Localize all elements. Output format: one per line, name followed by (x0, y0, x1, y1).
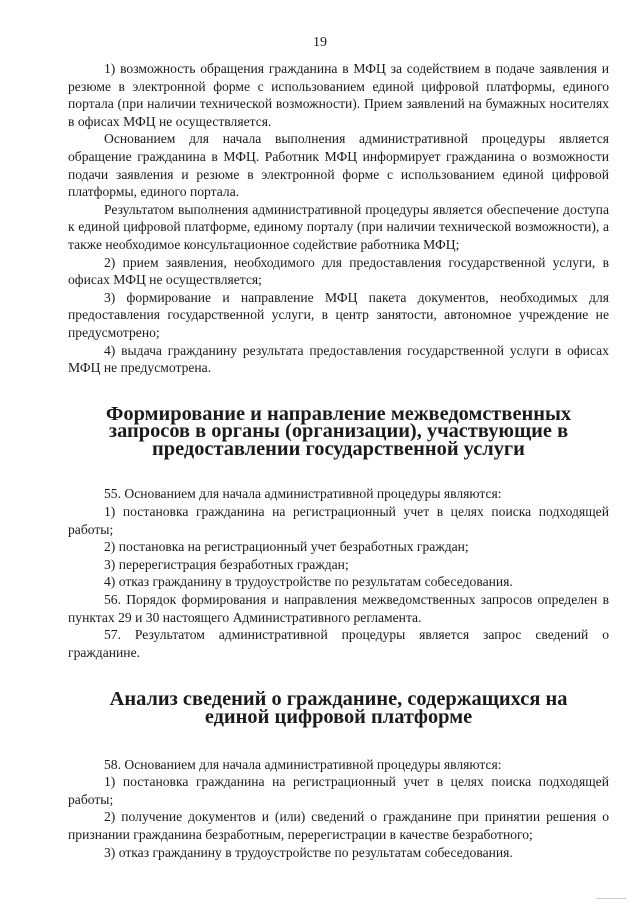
paragraph: 56. Порядок формирования и направления межведомственных запросов определен в пунктах 29 и 30 настоящего Административного регламента. (68, 592, 609, 625)
mfc-section (68, 60, 609, 377)
paragraph: 1) возможность обращения гражданина в МФЦ за содействием в подаче заявления и резюме в электронной форме с использованием единой цифровой платформы, единого портала (при наличии технической возможности). Прием заявлений на бумажных носителях в офисах МФЦ не осуществляется. (68, 61, 609, 129)
paragraph: 2) получение документов и (или) сведений о гражданине при принятии решения о признании гражданина безработным, перерегистрации в качестве безработного; (68, 809, 609, 842)
paragraph: 2) постановка на регистрационный учет безработных граждан; (104, 539, 469, 555)
paragraph: 3) отказ гражданину в трудоустройстве по результатам собеседования. (104, 844, 513, 860)
paragraph: 57. Результатом административной процедуры является запрос сведений о гражданине. (68, 627, 609, 660)
data-analysis-section (68, 756, 609, 862)
paragraph: 55. Основанием для начала административной процедуры являются: (104, 486, 502, 502)
paragraph: 3) перерегистрация безработных граждан; (104, 556, 349, 572)
paragraph: 1) постановка гражданина на регистрационный учет в целях поиска подходящей работы; (68, 504, 609, 537)
paragraph: 4) отказ гражданину в трудоустройстве по результатам собеседования. (104, 574, 513, 590)
section-heading-data-analysis: Анализ сведений о гражданине, содержащихся на единой цифровой платформе (109, 688, 568, 728)
paragraph: 3) формирование и направление МФЦ пакета документов, необходимых для предоставления государственной услуги, в центр занятости, автономное учреждение не предусмотрено; (68, 289, 609, 340)
paragraph: 58. Основанием для начала административной процедуры являются: (104, 756, 502, 772)
section-heading-interagency-requests: Формирование и направление межведомственных запросов в органы (организации), участвующие в предоставлении государственной услуги (105, 402, 572, 460)
paragraph: 1) постановка гражданина на регистрационный учет в целях поиска подходящей работы; (68, 774, 609, 807)
paragraph: Результатом выполнения административной процедуры является обеспечение доступа к единой цифровой платформе, единому порталу (при наличии технической возможности), а также необходимое консультационное содействие работника МФЦ; (68, 201, 609, 252)
paragraph: 4) выдача гражданину результата предоставления государственной услуги в офисах МФЦ не предусмотрена. (68, 342, 609, 376)
paragraph: Основанием для начала выполнения административной процедуры является обращение гражданина в МФЦ. Работник МФЦ информирует гражданина о возможности подачи заявления и резюме в электронной форме с использованием единой цифровой платформы, единого портала. (68, 131, 609, 200)
scan-mark (596, 898, 626, 899)
interagency-requests-section (68, 485, 609, 661)
paragraph: 2) прием заявления, необходимого для предоставления государственной услуги, в офисах МФЦ не осуществляется; (68, 254, 609, 288)
page-content (68, 60, 609, 861)
page-number: 19 (313, 35, 327, 50)
